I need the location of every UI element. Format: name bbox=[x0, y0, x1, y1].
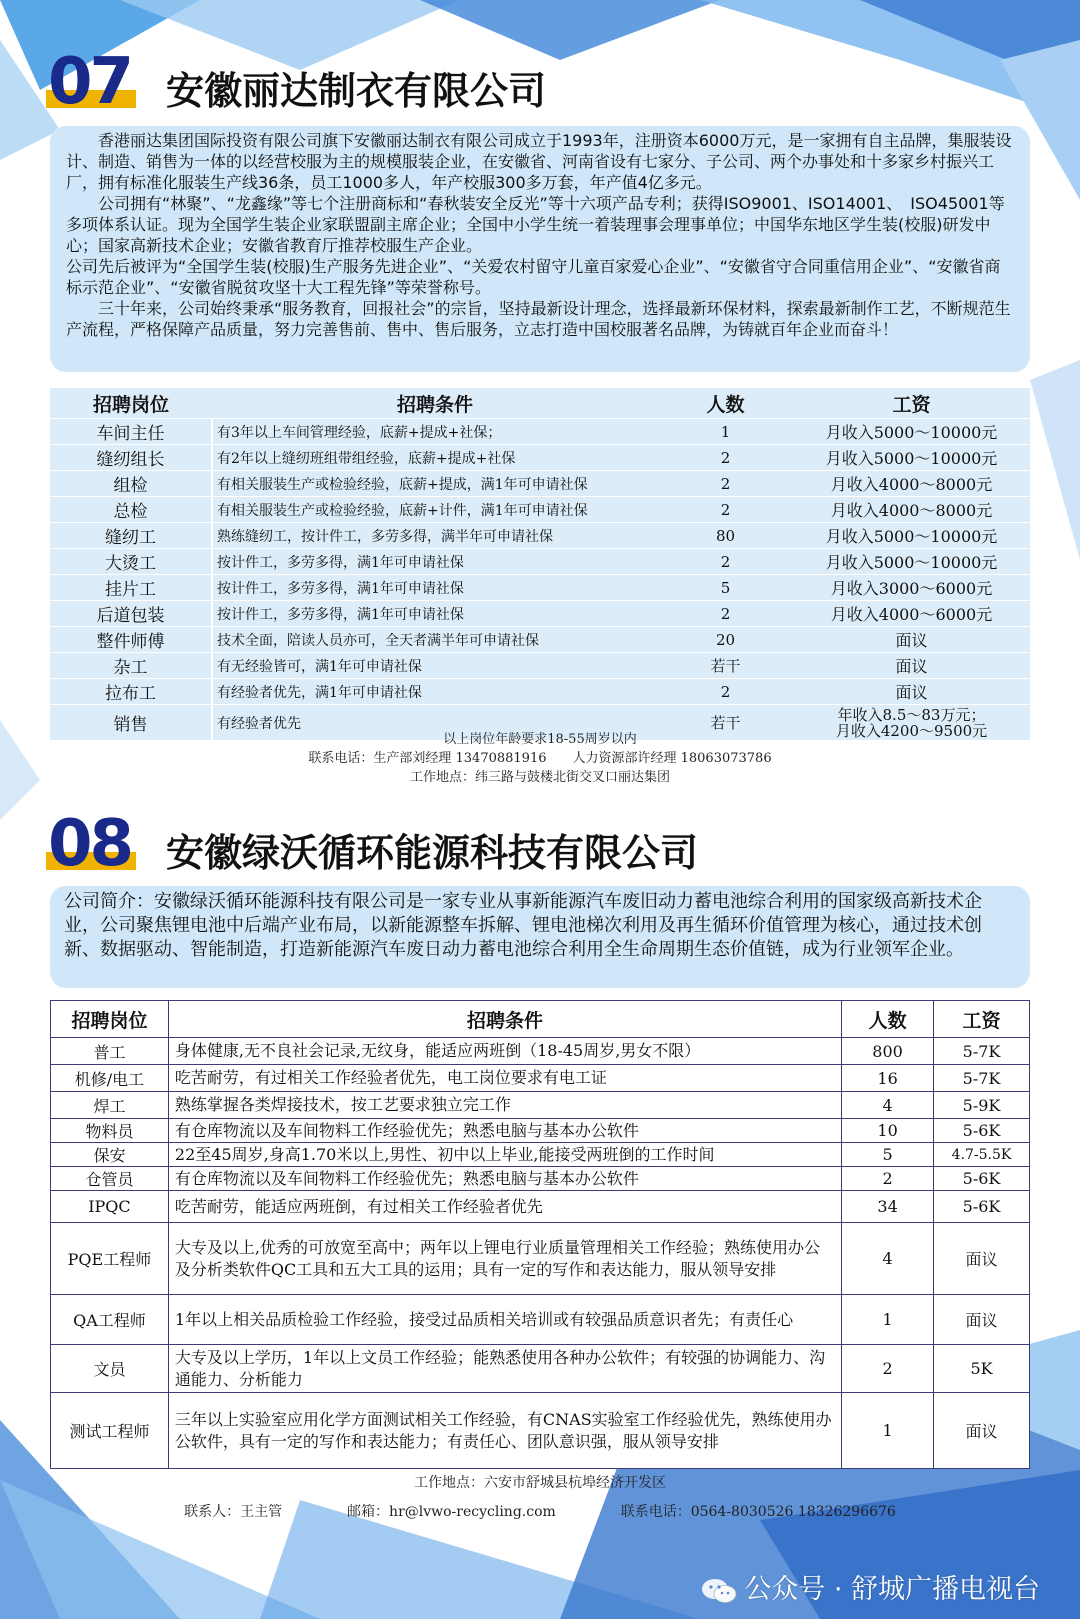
job-table-08 bbox=[50, 1000, 1030, 1469]
job-count: 1 bbox=[658, 419, 793, 445]
watermark-text: 公众号 · 舒城广播电视台 bbox=[744, 1574, 1040, 1605]
job-salary: 月收入4000～8000元 bbox=[793, 471, 1030, 497]
job-count: 34 bbox=[842, 1191, 934, 1223]
job-salary: 5-7K bbox=[934, 1065, 1030, 1092]
header-requirements: 招聘条件 bbox=[212, 388, 658, 419]
table-row bbox=[51, 1119, 1030, 1143]
job-position: 大烫工 bbox=[50, 549, 212, 575]
intro-paragraph: 三十年来，公司始终秉承“服务教育，回报社会”的宗旨，坚持最新设计理念，选择最新环保材料，探索最新制作工艺，不断规范生产流程，严格保障产品质量，努力完善售前、售中、售后服务，立志打造中国校服著名品牌，为铸就百年企业而奋斗！ bbox=[66, 299, 1011, 339]
job-salary: 月收入5000～10000元 bbox=[793, 445, 1030, 471]
job-salary: 5-6K bbox=[934, 1167, 1030, 1191]
job-salary: 5-7K bbox=[934, 1038, 1030, 1065]
job-position: 仓管员 bbox=[51, 1167, 169, 1191]
job-count: 2 bbox=[658, 497, 793, 523]
contact-phone: 联系电话：0564-8030526 18326296676 bbox=[620, 1504, 896, 1520]
job-salary: 5K bbox=[934, 1345, 1030, 1393]
job-requirement: 有经验者优先，满1年可申请社保 bbox=[212, 679, 658, 705]
table-row bbox=[50, 549, 1030, 575]
section-08-address: 工作地点：六安市舒城县杭埠经济开发区 bbox=[414, 1475, 666, 1491]
table-row bbox=[50, 419, 1030, 445]
job-position: 测试工程师 bbox=[51, 1393, 169, 1469]
table-row bbox=[50, 679, 1030, 705]
job-position: 文员 bbox=[51, 1345, 169, 1393]
table-header-row bbox=[51, 1001, 1030, 1038]
job-position: 机修/电工 bbox=[51, 1065, 169, 1092]
job-count: 10 bbox=[842, 1119, 934, 1143]
job-count: 若干 bbox=[658, 705, 793, 741]
job-salary: 月收入5000～10000元 bbox=[793, 419, 1030, 445]
table-row bbox=[51, 1092, 1030, 1119]
job-requirement: 按计件工，多劳多得，满1年可申请社保 bbox=[212, 549, 658, 575]
job-count: 16 bbox=[842, 1065, 934, 1092]
contact-email: 邮箱：hr@lvwo-recycling.com bbox=[347, 1504, 556, 1520]
work-address: 工作地点：纬三路与鼓楼北街交叉口丽达集团 bbox=[409, 770, 670, 785]
table-row bbox=[51, 1065, 1030, 1092]
table-row bbox=[50, 653, 1030, 679]
section-07-header bbox=[48, 45, 748, 119]
section-08-header bbox=[48, 807, 848, 881]
job-requirement: 吃苦耐劳，能适应两班倒，有过相关工作经验者优先 bbox=[168, 1191, 841, 1223]
table-row bbox=[51, 1167, 1030, 1191]
header-salary: 工资 bbox=[934, 1001, 1030, 1038]
table-row bbox=[50, 627, 1030, 653]
salary-monthly: 月收入4200～9500元 bbox=[835, 721, 988, 740]
job-position: 组检 bbox=[50, 471, 212, 497]
intro-paragraph: 公司简介：安徽绿沃循环能源科技有限公司是一家专业从事新能源汽车废旧动力蓄电池综合利用的国家级高新技术企业，公司聚焦锂电池中后端产业布局，以新能源整车拆解、锂电池梯次利用及再生循环价值管理为核心，通过技术创新、数据驱动、智能制造，打造新能源汽车废日动力蓄电池综合利用全生命周期生态价值链，成为行业领军企业。 bbox=[64, 891, 982, 960]
intro-paragraph: 公司先后被评为“全国学生装(校服)生产服务先进企业”、“关爱农村留守儿童百家爱心企业”、“安徽省守合同重信用企业”、“安徽省商标示范企业”、“安徽省脱贫攻坚十大工程先锋”等荣誉称号。 bbox=[66, 257, 1001, 297]
table-row bbox=[50, 471, 1030, 497]
job-requirement: 有3年以上车间管理经验，底薪+提成+社保； bbox=[212, 419, 658, 445]
table-row bbox=[51, 1038, 1030, 1065]
table-row bbox=[51, 1295, 1030, 1345]
job-requirement: 有仓库物流以及车间物料工作经验优先；熟悉电脑与基本办公软件 bbox=[168, 1119, 841, 1143]
job-count: 2 bbox=[658, 601, 793, 627]
section-number: 07 bbox=[48, 45, 132, 119]
job-position: 缝纫工 bbox=[50, 523, 212, 549]
job-position: 总检 bbox=[50, 497, 212, 523]
table-row bbox=[51, 1191, 1030, 1223]
job-requirement: 熟练掌握各类焊接技术，按工艺要求独立完工作 bbox=[168, 1092, 841, 1119]
job-count: 5 bbox=[842, 1143, 934, 1167]
job-position: PQE工程师 bbox=[51, 1223, 169, 1295]
job-requirement: 按计件工，多劳多得，满1年可申请社保 bbox=[212, 601, 658, 627]
table-row bbox=[51, 1143, 1030, 1167]
job-count: 若干 bbox=[658, 653, 793, 679]
job-salary: 5-6K bbox=[934, 1191, 1030, 1223]
job-count: 2 bbox=[658, 445, 793, 471]
header-requirements: 招聘条件 bbox=[168, 1001, 841, 1038]
job-position: 保安 bbox=[51, 1143, 169, 1167]
watermark bbox=[700, 1567, 1040, 1606]
job-requirement: 22至45周岁,身高1.70米以上,男性、初中以上毕业,能接受两班倒的工作时间 bbox=[168, 1143, 841, 1167]
job-salary: 面议 bbox=[934, 1393, 1030, 1469]
job-position: 拉布工 bbox=[50, 679, 212, 705]
job-position: 杂工 bbox=[50, 653, 212, 679]
job-position: 缝纫组长 bbox=[50, 445, 212, 471]
job-requirement: 吃苦耐劳，有过相关工作经验者优先，电工岗位要求有电工证 bbox=[168, 1065, 841, 1092]
job-position: 销售 bbox=[50, 705, 212, 741]
job-count: 20 bbox=[658, 627, 793, 653]
table-row bbox=[51, 1223, 1030, 1295]
company-intro bbox=[50, 126, 1030, 372]
table-row bbox=[51, 1345, 1030, 1393]
job-salary: 面议 bbox=[793, 627, 1030, 653]
table-row bbox=[51, 1393, 1030, 1469]
salary-annual: 年收入8.5～83万元； bbox=[837, 705, 986, 724]
table-header-row bbox=[50, 388, 1030, 419]
job-salary: 5-6K bbox=[934, 1119, 1030, 1143]
job-count: 4 bbox=[842, 1092, 934, 1119]
intro-paragraph: 香港丽达集团国际投资有限公司旗下安徽丽达制衣有限公司成立于1993年，注册资本6000万元，是一家拥有自主品牌，集服装设计、制造、销售为一体的以经营校服为主的规模服装企业，在安徽省、河南省设有七家分、子公司、两个办事处和十多家乡村振兴工厂，拥有标准化服装生产线36条，员工1000多人，年产校服300多万套，年产值4亿多元。 bbox=[66, 131, 1012, 192]
job-requirement: 大专及以上,优秀的可放宽至高中；两年以上锂电行业质量管理相关工作经验；熟练使用办公及分析类软件QC工具和五大工具的运用；具有一定的写作和表达能力，服从领导安排 bbox=[168, 1223, 841, 1295]
contact-phone: 联系电话：生产部刘经理 13470881916 人力资源部许经理 18063073786 bbox=[308, 751, 772, 766]
job-table-07 bbox=[50, 388, 1030, 741]
header-count: 人数 bbox=[658, 388, 793, 419]
table-row bbox=[50, 575, 1030, 601]
job-salary: 月收入3000～6000元 bbox=[793, 575, 1030, 601]
job-position: 车间主任 bbox=[50, 419, 212, 445]
job-count: 1 bbox=[842, 1393, 934, 1469]
job-salary: 月收入5000～10000元 bbox=[793, 549, 1030, 575]
job-count: 800 bbox=[842, 1038, 934, 1065]
header-salary: 工资 bbox=[793, 388, 1030, 419]
job-salary: 5-9K bbox=[934, 1092, 1030, 1119]
table-row bbox=[50, 445, 1030, 471]
wechat-icon bbox=[700, 1576, 738, 1606]
job-count: 2 bbox=[658, 679, 793, 705]
header-count: 人数 bbox=[842, 1001, 934, 1038]
job-count: 2 bbox=[658, 549, 793, 575]
age-requirement: 以上岗位年龄要求18-55周岁以内 bbox=[443, 732, 637, 747]
job-salary: 面议 bbox=[934, 1295, 1030, 1345]
job-requirement: 大专及以上学历，1年以上文员工作经验；能熟悉使用各种办公软件；有较强的协调能力、沟通能力、分析能力 bbox=[168, 1345, 841, 1393]
job-requirement: 熟练缝纫工，按计件工，多劳多得，满半年可申请社保 bbox=[212, 523, 658, 549]
job-requirement: 按计件工，多劳多得，满1年可申请社保 bbox=[212, 575, 658, 601]
job-requirement: 有相关服装生产或检验经验，底薪+计件，满1年可申请社保 bbox=[212, 497, 658, 523]
contact-person: 联系人：王主管 bbox=[184, 1504, 283, 1520]
table-row bbox=[50, 497, 1030, 523]
job-salary: 月收入4000～6000元 bbox=[793, 601, 1030, 627]
job-count: 5 bbox=[658, 575, 793, 601]
job-requirement: 三年以上实验室应用化学方面测试相关工作经验，有CNAS实验室工作经验优先，熟练使用办公软件，具有一定的写作和表达能力；有责任心、团队意识强，服从领导安排 bbox=[168, 1393, 841, 1469]
section-07-footer bbox=[0, 730, 1080, 787]
company-intro bbox=[50, 886, 1030, 988]
job-requirement: 身体健康,无不良社会记录,无纹身，能适应两班倒（18-45周岁,男女不限） bbox=[168, 1038, 841, 1065]
company-name: 安徽丽达制衣有限公司 bbox=[166, 69, 547, 113]
job-count: 2 bbox=[842, 1167, 934, 1191]
job-requirement: 1年以上相关品质检验工作经验，接受过品质相关培训或有较强品质意识者先；有责任心 bbox=[168, 1295, 841, 1345]
intro-paragraph: 公司拥有“林聚”、“龙鑫缘”等七个注册商标和“春秋装安全反光”等十六项产品专利；获得ISO9001、ISO14001、 ISO45001等多项体系认证。现为全国学生装企业家联盟副主席企业；全国中小学生统一着装理事会理事单位；中国华东地区学生装(校服)研发中心；国家高新技术企业；安徽省教育厅推荐校服生产企业。 bbox=[66, 194, 1005, 255]
job-requirement: 技术全面，陪读人员亦可，全天者满半年可申请社保 bbox=[212, 627, 658, 653]
job-salary: 面议 bbox=[793, 679, 1030, 705]
company-name: 安徽绿沃循环能源科技有限公司 bbox=[166, 831, 699, 875]
table-row bbox=[50, 523, 1030, 549]
section-number: 08 bbox=[48, 807, 132, 881]
job-requirement: 有经验者优先 bbox=[212, 705, 658, 741]
job-count: 1 bbox=[842, 1295, 934, 1345]
job-count: 4 bbox=[842, 1223, 934, 1295]
job-salary: 月收入4000～8000元 bbox=[793, 497, 1030, 523]
job-requirement: 有无经验皆可，满1年可申请社保 bbox=[212, 653, 658, 679]
job-position: 焊工 bbox=[51, 1092, 169, 1119]
job-count: 2 bbox=[658, 471, 793, 497]
job-position: 后道包装 bbox=[50, 601, 212, 627]
job-requirement: 有相关服装生产或检验经验，底薪+提成，满1年可申请社保 bbox=[212, 471, 658, 497]
job-salary: 面议 bbox=[793, 653, 1030, 679]
job-count: 2 bbox=[842, 1345, 934, 1393]
header-position: 招聘岗位 bbox=[51, 1001, 169, 1038]
job-requirement: 有仓库物流以及车间物料工作经验优先；熟悉电脑与基本办公软件 bbox=[168, 1167, 841, 1191]
job-count: 80 bbox=[658, 523, 793, 549]
job-requirement: 有2年以上缝纫班组带组经验，底薪+提成+社保 bbox=[212, 445, 658, 471]
job-position: IPQC bbox=[51, 1191, 169, 1223]
job-position: 普工 bbox=[51, 1038, 169, 1065]
job-position: 物料员 bbox=[51, 1119, 169, 1143]
table-row bbox=[50, 601, 1030, 627]
job-position: QA工程师 bbox=[51, 1295, 169, 1345]
job-salary: 4.7-5.5K bbox=[934, 1143, 1030, 1167]
section-08-contacts bbox=[0, 1501, 1080, 1521]
job-position: 整件师傅 bbox=[50, 627, 212, 653]
header-position: 招聘岗位 bbox=[50, 388, 212, 419]
job-position: 挂片工 bbox=[50, 575, 212, 601]
job-salary: 月收入5000～10000元 bbox=[793, 523, 1030, 549]
job-salary: 面议 bbox=[934, 1223, 1030, 1295]
